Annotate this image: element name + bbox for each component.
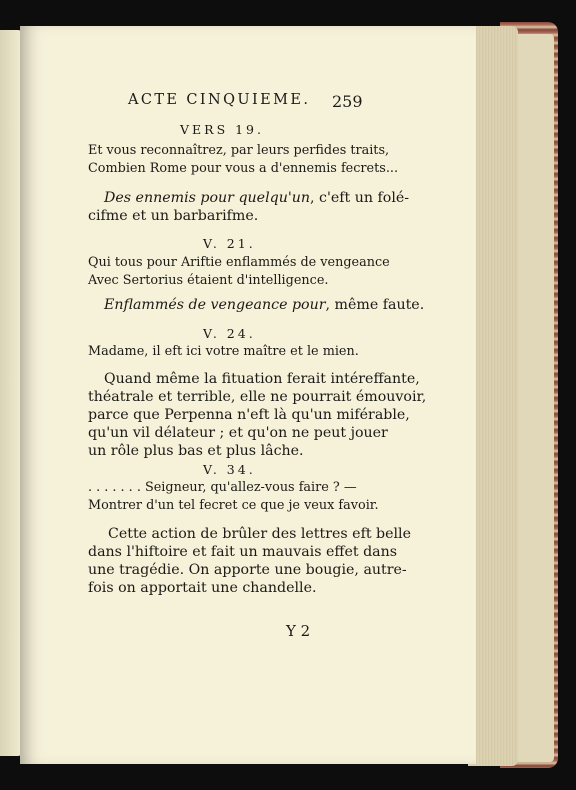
italic-phrase: Des ennemis pour quelqu'un: [104, 190, 311, 206]
comment-line: un rôle plus bas et plus lâche.: [88, 443, 304, 459]
page-stack-back: [514, 34, 554, 762]
section-heading: V. 21.: [203, 236, 256, 251]
section-heading: V. 34.: [203, 462, 256, 477]
comment-line: dans l'hiftoire et fait un mauvais effet dans: [88, 544, 398, 560]
verse-line: Et vous reconnaîtrez, par leurs perfides traits,: [88, 143, 390, 158]
section-heading: VERS 19.: [180, 122, 264, 137]
comment-line: [104, 190, 409, 206]
italic-phrase: Enflammés de vengeance pour: [104, 297, 326, 313]
page-number: 259: [332, 92, 363, 111]
comment-line: fois on apportait une chandelle.: [88, 580, 317, 596]
running-title: ACTE CINQUIEME.: [128, 92, 311, 108]
verse-line: . . . . . . . Seigneur, qu'allez-vous faire ? —: [88, 480, 357, 495]
comment-line: Cette action de brûler des lettres eft belle: [108, 526, 411, 542]
comment-line: [104, 297, 424, 313]
comment-line: une tragédie. On apporte une bougie, autre-: [88, 562, 407, 578]
signature-mark: Y 2: [286, 622, 311, 640]
comment-line: cifme et un barbarifme.: [88, 208, 259, 224]
comment-text: , même faute.: [325, 297, 425, 313]
verse-line: Madame, il eft ici votre maître et le mien.: [88, 344, 359, 359]
comment-line: parce que Perpenna n'eft là qu'un miférable,: [88, 407, 410, 423]
comment-text: , c'eft un folé-: [310, 190, 410, 206]
verse-line: Qui tous pour Ariftie enflammés de vengeance: [88, 255, 390, 270]
verse-line: Combien Rome pour vous a d'ennemis fecrets...: [88, 161, 399, 176]
book-page: [20, 26, 476, 764]
verse-line: Avec Sertorius étaient d'intelligence.: [88, 273, 329, 288]
section-heading: V. 24.: [203, 326, 256, 341]
facing-page-edge: [0, 30, 22, 756]
comment-line: Quand même la fituation ferait intéreffante,: [104, 371, 420, 387]
verse-line: Montrer d'un tel fecret ce que je veux favoir.: [88, 498, 379, 513]
comment-line: qu'un vil délateur ; et qu'on ne peut jouer: [88, 425, 388, 441]
comment-line: théatrale et terrible, elle ne pourrait émouvoir,: [88, 389, 427, 405]
